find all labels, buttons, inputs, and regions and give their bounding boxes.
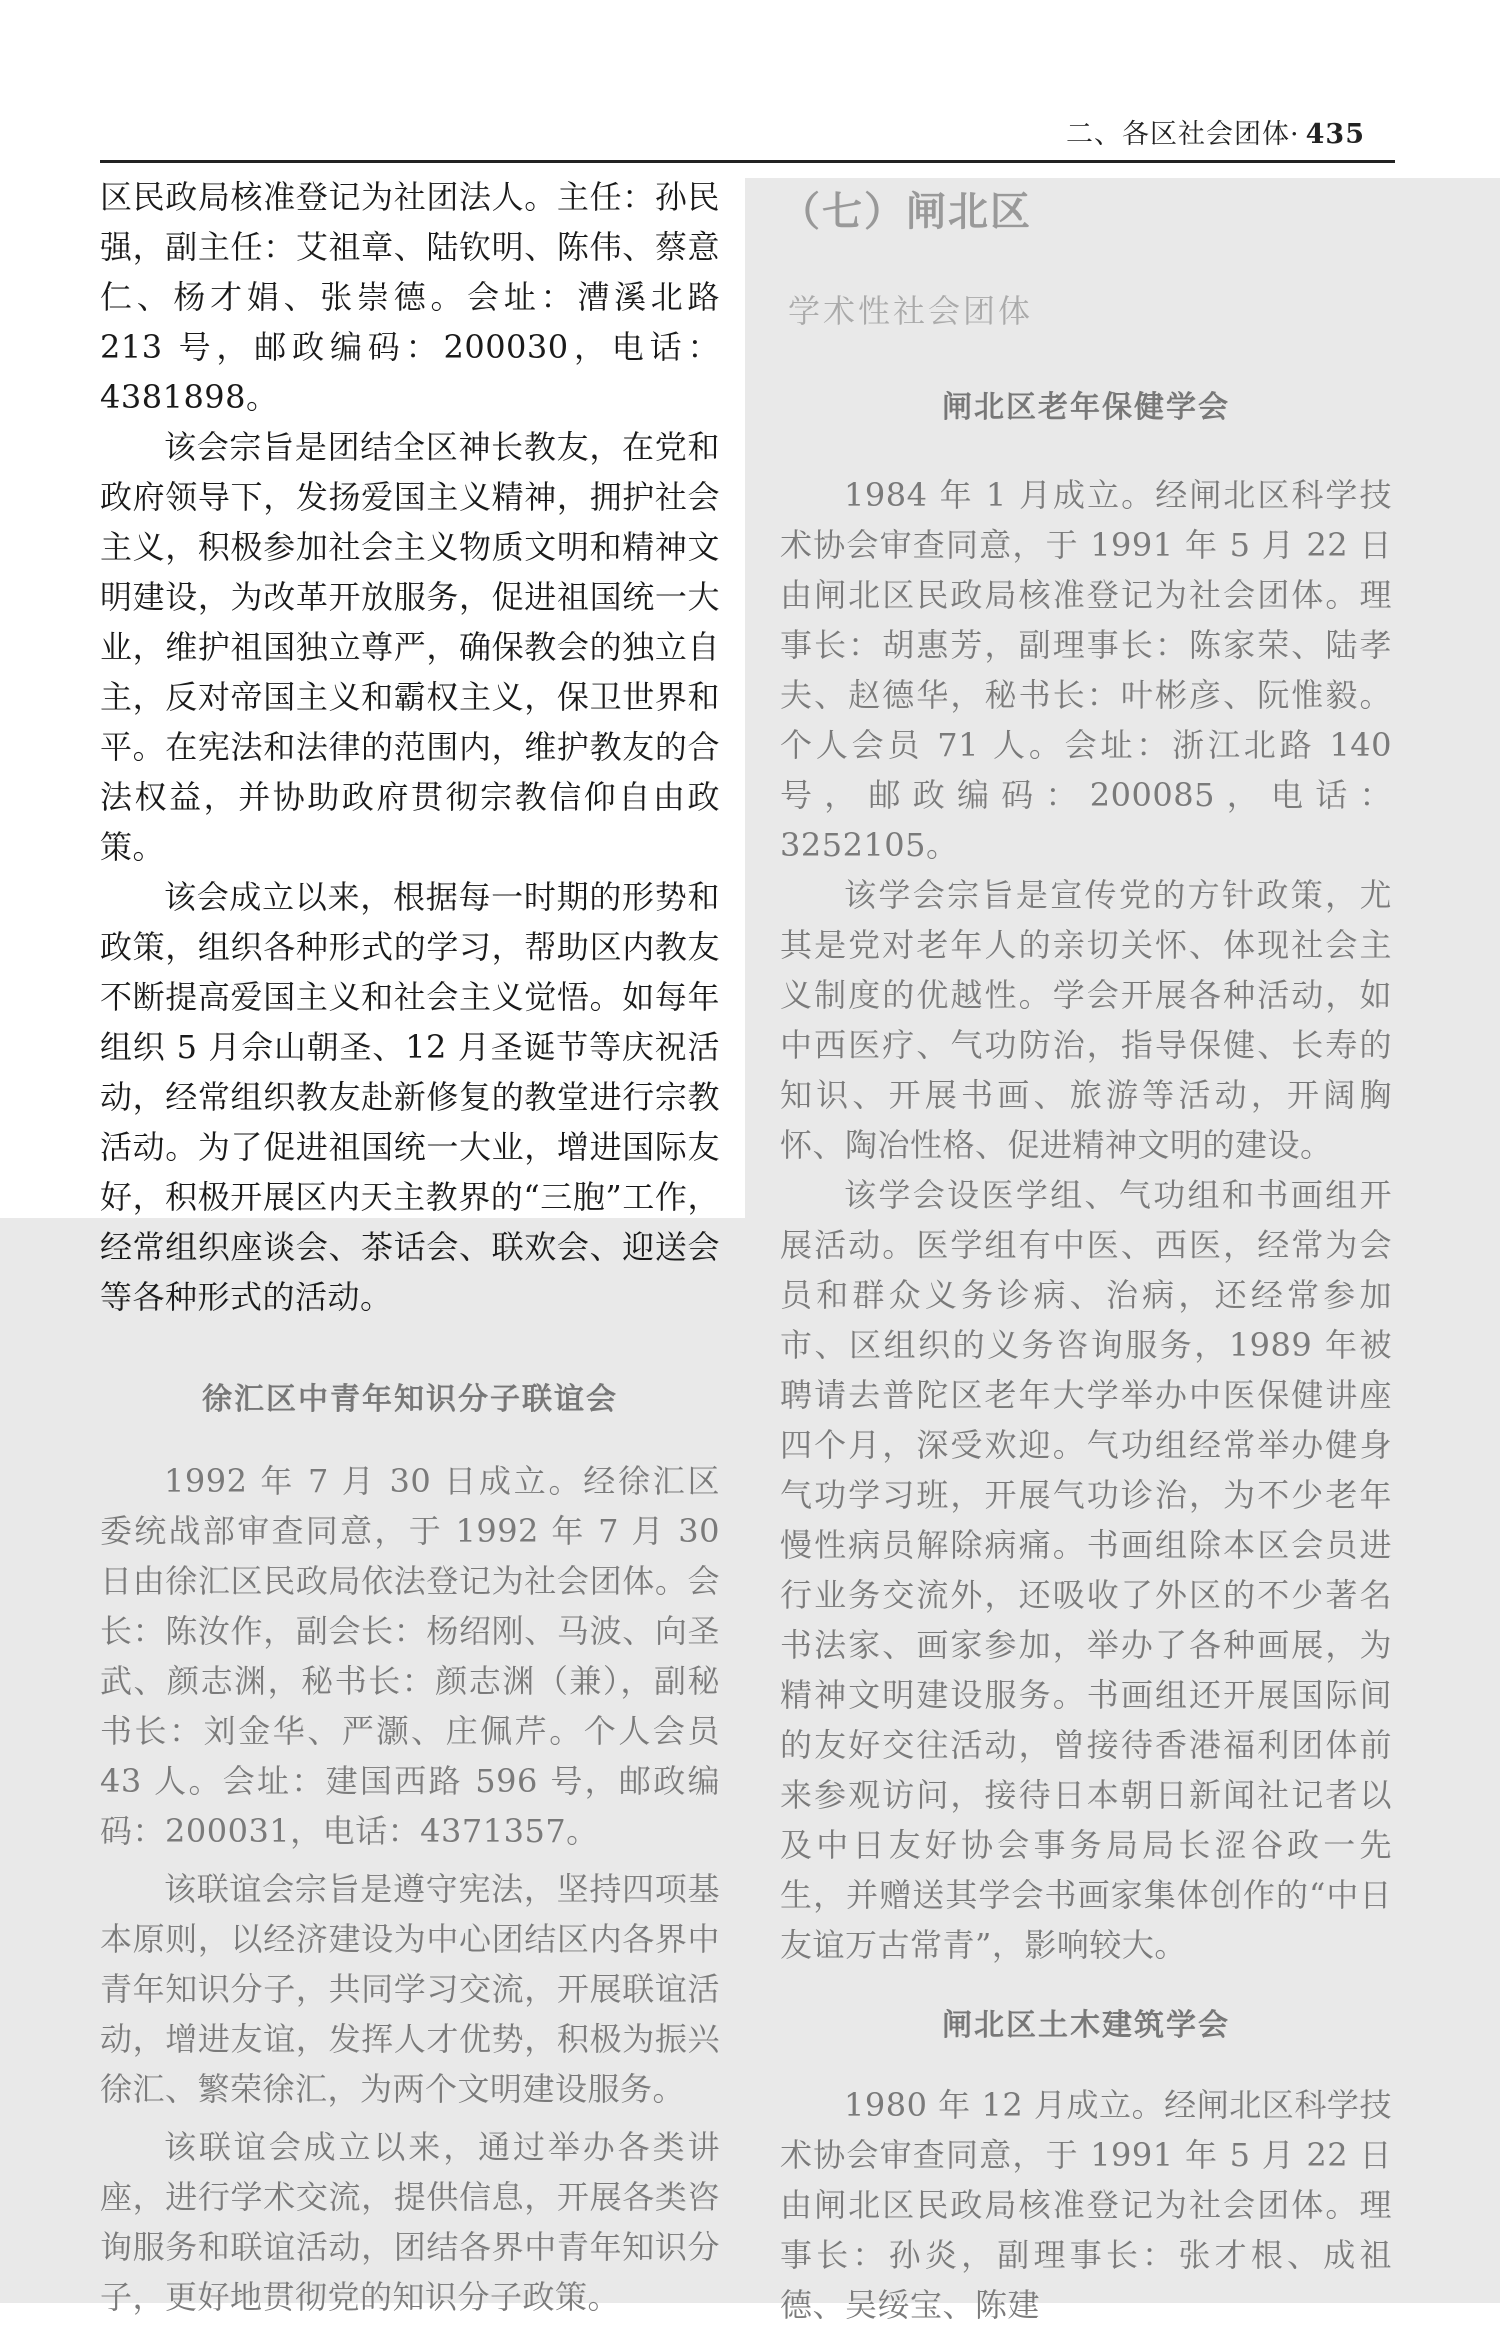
- paragraph: 1984 年 1 月成立。经闸北区科学技术协会审查同意，于 1991 年 5 月 22 日由闸北区民政局核准登记为社会团体。理事长：胡惠芳，副理事长：陈家荣、陆孝夫、赵德华，秘书长：叶彬彦、阮惟毅。个人会员 71 人。会址：浙江北路 140 号，邮政编码：200085，电话：3252105。: [780, 476, 1392, 864]
- running-header: [1066, 112, 1365, 151]
- org-title: 徐汇区中青年知识分子联谊会: [202, 1382, 618, 1417]
- header-text: 二、各区社会团体·: [1066, 119, 1300, 150]
- paragraph: 1980 年 12 月成立。经闸北区科学技术协会审查同意，于 1991 年 5 月 22 日由闸北区民政局核准登记为社会团体。理事长：孙炎，副理事长：张才根、成祖德、吴绥宝、陈建: [780, 2086, 1392, 2324]
- header-rule: [100, 160, 1395, 163]
- category-title: 学术性社会团体: [788, 292, 1034, 330]
- section-title: （七）闸北区: [780, 188, 1032, 235]
- left-top-text: [100, 172, 720, 1322]
- left-org-section: [100, 1374, 720, 2322]
- left-column: [100, 172, 720, 2322]
- paragraph: 该学会宗旨是宣传党的方针政策，尤其是党对老年人的亲切关怀、体现社会主义制度的优越性。学会开展各种活动，如中西医疗、气功防治，指导保健、长寿的知识、开展书画、旅游等活动，开阔胸怀、陶冶性格、促进精神文明的建设。: [780, 876, 1392, 1164]
- paragraph: 该学会设医学组、气功组和书画组开展活动。医学组有中医、西医，经常为会员和群众义务诊病、治病，还经常参加市、区组织的义务咨询服务，1989 年被聘请去普陀区老年大学举办中医保健讲座四个月，深受欢迎。气功组经常举办健身气功学习班，开展气功诊治，为不少老年慢性病员解除病痛。书画组除本区会员进行业务交流外，还吸收了外区的不少著名书法家、画家参加，举办了各种画展，为精神文明建设服务。书画组还开展国际间的友好交往活动，曾接待香港福利团体前来参观访问，接待日本朝日新闻社记者以及中日友好协会事务局局长涩谷政一先生，并赠送其学会书画家集体创作的“中日友谊万古常青”，影响较大。: [780, 1176, 1392, 1964]
- paragraph: 该联谊会成立以来，通过举办各类讲座，进行学术交流，提供信息，开展各类咨询服务和联谊活动，团结各界中青年知识分子，更好地贯彻党的知识分子政策。: [100, 2128, 720, 2316]
- page-number: 435: [1305, 119, 1365, 150]
- paragraph: 该会成立以来，根据每一时期的形势和政策，组织各种形式的学习，帮助区内教友不断提高爱国主义和社会主义觉悟。如每年组织 5 月佘山朝圣、12 月圣诞节等庆祝活动，经常组织教友赴新修复的教堂进行宗教活动。为了促进祖国统一大业，增进国际友好，积极开展区内天主教界的“三胞”工作，经常组织座谈会、茶话会、联欢会、迎送会等各种形式的活动。: [100, 878, 720, 1316]
- paragraph: 区民政局核准登记为社团法人。主任：孙民强，副主任：艾祖章、陆钦明、陈伟、蔡意仁、杨才娟、张崇德。会址：漕溪北路 213 号，邮政编码：200030，电话：4381898。: [100, 178, 720, 416]
- org-title: 闸北区老年保健学会: [942, 390, 1230, 425]
- right-column: [780, 182, 1392, 2330]
- org-title: 闸北区土木建筑学会: [942, 2008, 1230, 2043]
- paragraph: 1992 年 7 月 30 日成立。经徐汇区委统战部审查同意，于 1992 年 7 月 30 日由徐汇区民政局依法登记为社会团体。会长：陈汝作，副会长：杨绍刚、马波、向圣武、颜志渊，秘书长：颜志渊（兼），副秘书长：刘金华、严灏、庄佩芹。个人会员 43 人。会址：建国西路 596 号，邮政编码：200031，电话：4371357。: [100, 1462, 720, 1850]
- paragraph: 该会宗旨是团结全区神长教友，在党和政府领导下，发扬爱国主义精神，拥护社会主义，积极参加社会主义物质文明和精神文明建设，为改革开放服务，促进祖国统一大业，维护祖国独立尊严，确保教会的独立自主，反对帝国主义和霸权主义，保卫世界和平。在宪法和法律的范围内，维护教友的合法权益，并协助政府贯彻宗教信仰自由政策。: [100, 428, 720, 866]
- paragraph: 该联谊会宗旨是遵守宪法，坚持四项基本原则，以经济建设为中心团结区内各界中青年知识分子，共同学习交流，开展联谊活动，增进友谊，发挥人才优势，积极为振兴徐汇、繁荣徐汇，为两个文明建设服务。: [100, 1870, 720, 2108]
